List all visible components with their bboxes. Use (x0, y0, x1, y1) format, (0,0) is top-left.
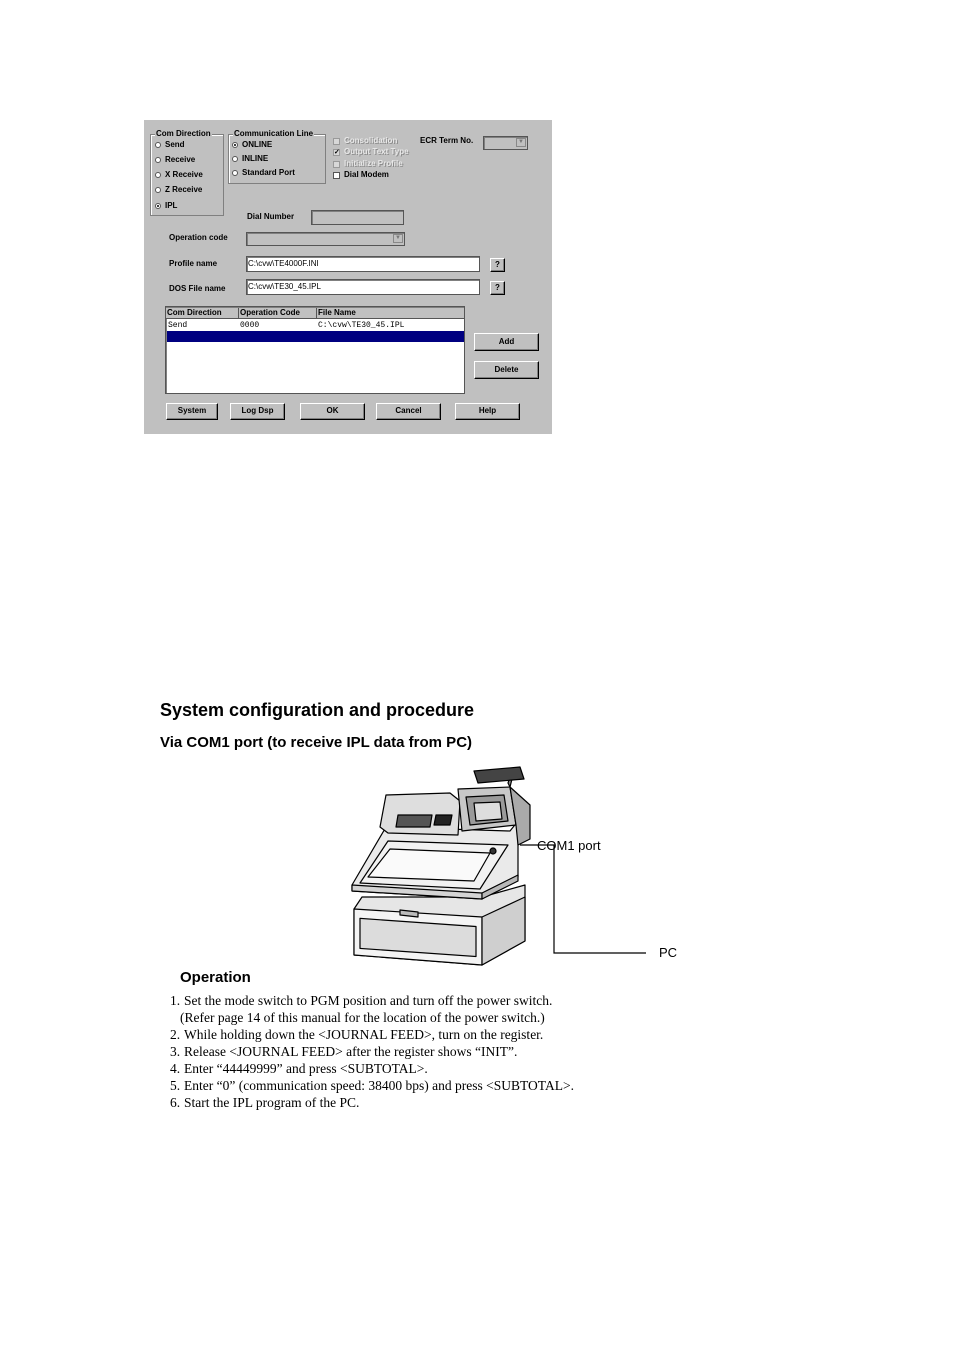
dos-file-name-label: DOS File name (169, 284, 226, 293)
radio-icon (155, 172, 161, 178)
ecr-term-label: ECR Term No. (420, 136, 474, 145)
list-item: 4. Enter “44449999” and press <SUBTOTAL>. (170, 1061, 428, 1076)
ipl-dialog-screenshot (144, 120, 552, 434)
radio-inline[interactable]: INLINE (232, 154, 268, 164)
radio-icon (232, 156, 238, 162)
ecr-term-combo[interactable] (483, 136, 528, 150)
checkbox-icon (333, 172, 340, 179)
profile-name-label: Profile name (169, 259, 218, 268)
dos-file-browse-button[interactable]: ? (490, 281, 505, 295)
dos-file-name-field[interactable]: C:\cvw\TE30_45.IPL (246, 279, 480, 295)
radio-ipl[interactable]: IPL (155, 201, 177, 211)
radio-icon (232, 170, 238, 176)
checkbox-icon (333, 138, 340, 145)
operation-code-label: Operation code (169, 233, 228, 242)
radio-receive[interactable]: Receive (155, 155, 195, 165)
radio-online[interactable]: ONLINE (232, 140, 272, 150)
dial-number-field[interactable] (311, 210, 404, 225)
profile-name-field[interactable]: C:\cvw\TE4000F.INI (246, 256, 480, 272)
radio-z-receive[interactable]: Z Receive (155, 185, 202, 195)
help-button[interactable]: Help (455, 403, 520, 420)
dial-number-label: Dial Number (247, 212, 295, 221)
log-dsp-button[interactable]: Log Dsp (230, 403, 285, 420)
dropdown-arrow-icon[interactable]: ▼ (393, 234, 403, 243)
list-item: 3. Release <JOURNAL FEED> after the register shows “INIT”. (170, 1044, 518, 1059)
pc-label: PC (659, 945, 678, 960)
radio-icon (155, 187, 161, 193)
operation-code-combo[interactable] (246, 232, 405, 246)
list-item: 5. Enter “0” (communication speed: 38400 bps) and press <SUBTOTAL>. (170, 1078, 574, 1093)
section-heading: System configuration and procedure (160, 700, 475, 720)
list-item: (Refer page 14 of this manual for the location of the power switch.) (180, 1010, 545, 1025)
ok-button[interactable]: OK (300, 403, 365, 420)
radio-icon (155, 157, 161, 163)
com-direction-title: Com Direction (156, 129, 211, 138)
cable-line (520, 845, 646, 953)
dropdown-arrow-icon[interactable]: ▼ (516, 138, 526, 147)
column-header-operation-code[interactable]: Operation Code (239, 308, 317, 319)
radio-selected-icon (155, 203, 161, 209)
section-subheading: Via COM1 port (to receive IPL data from PC) (160, 734, 473, 751)
operation-title: Operation (180, 969, 251, 986)
list-item: 1. Set the mode switch to PGM position and turn off the power switch. (170, 993, 553, 1008)
communication-line-title: Communication Line (234, 129, 314, 138)
row-com-direction[interactable]: Send (168, 321, 188, 330)
system-button[interactable]: System (166, 403, 218, 420)
checkbox-initialize-profile[interactable]: Initialize Profile (333, 159, 403, 169)
radio-x-receive[interactable]: X Receive (155, 170, 203, 180)
cancel-button[interactable]: Cancel (376, 403, 441, 420)
checkbox-consolidation[interactable]: Consolidation (333, 136, 397, 146)
radio-selected-icon (232, 142, 238, 148)
com1-port-label: COM1 port (537, 838, 601, 853)
delete-button[interactable]: Delete (474, 361, 539, 379)
row-file-name[interactable]: C:\cvw\TE30_45.IPL (318, 321, 405, 330)
transfer-list[interactable] (165, 306, 465, 394)
selected-row-highlight[interactable] (167, 331, 464, 342)
radio-icon (155, 142, 161, 148)
column-header-file-name[interactable]: File Name (317, 308, 465, 319)
radio-standard-port[interactable]: Standard Port (232, 168, 295, 178)
cash-register-illustration (340, 765, 680, 975)
column-header-com-direction[interactable]: Com Direction (166, 308, 239, 319)
checkbox-output-text-type[interactable]: ✓ Output Text Type (334, 147, 409, 156)
checkmark-icon: ✓ (334, 148, 340, 156)
operation-steps (170, 992, 730, 1111)
row-operation-code[interactable]: 0000 (240, 321, 260, 330)
list-item: 2. While holding down the <JOURNAL FEED>, turn on the register. (170, 1027, 544, 1042)
checkbox-icon (333, 161, 340, 168)
add-button[interactable]: Add (474, 333, 539, 351)
radio-send[interactable]: Send (155, 140, 185, 150)
checkbox-dial-modem[interactable]: Dial Modem (333, 170, 389, 180)
profile-browse-button[interactable]: ? (490, 258, 505, 272)
list-item: 6. Start the IPL program of the PC. (170, 1095, 360, 1110)
